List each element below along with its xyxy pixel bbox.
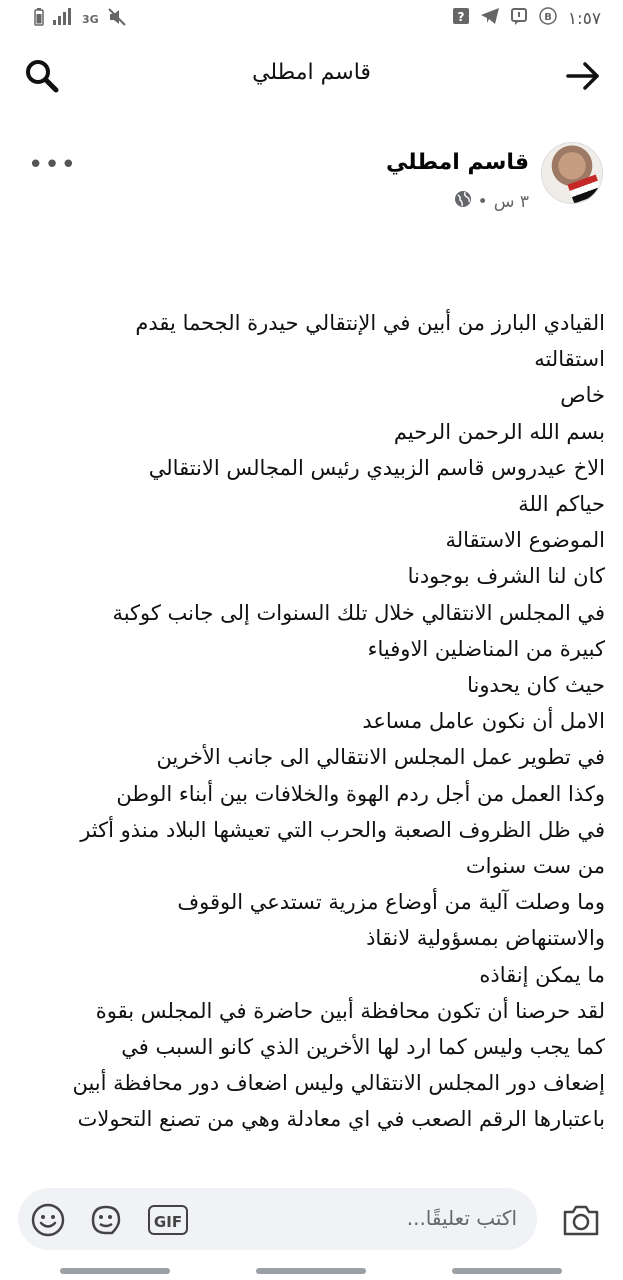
post-line: خاص — [560, 383, 605, 408]
mute-icon — [107, 8, 127, 30]
back-button[interactable] — [565, 58, 601, 94]
post-line: ما يمكن إنقاذه — [479, 962, 605, 987]
svg-text:B: B — [544, 12, 552, 23]
post-time[interactable]: ٣ س — [493, 191, 529, 212]
post-line: من ست سنوات — [465, 854, 605, 879]
notification-icon — [510, 7, 528, 30]
network-3g-icon: 3G — [82, 12, 99, 26]
comment-placeholder: اكتب تعليقًا... — [406, 1206, 517, 1230]
post-line: الامل أن نكون عامل مساعد — [362, 709, 605, 734]
post-line: كما يجب وليس كما ارد لها الأخرين الذي كانو السبب في — [121, 1035, 605, 1060]
badge-b-icon — [538, 6, 558, 31]
post-line: استقالته — [534, 347, 605, 372]
top-app-bar — [0, 38, 623, 116]
meta-separator: • — [477, 191, 488, 212]
emoji-icon — [30, 1223, 66, 1242]
nav-handle-center[interactable] — [256, 1268, 366, 1274]
flag-icon — [567, 174, 602, 203]
post-line: في ظل الظروف الصعبة والحرب التي تعيشها البلاد منذو أكثر — [80, 817, 605, 842]
avatar[interactable] — [541, 142, 603, 204]
camera-button[interactable] — [561, 1200, 601, 1240]
post-line: في تطوير عمل المجلس الانتقالي الى جانب الأخرين — [156, 745, 605, 770]
gif-button[interactable]: GIF — [148, 1205, 188, 1235]
post-author[interactable]: قاسم امطلي — [385, 150, 529, 175]
post-line: وكذا العمل من أجل ردم الهوة والخلافات بين أبناء الوطن — [116, 781, 605, 806]
svg-text:?: ? — [457, 10, 465, 24]
clock-time: ١:٥٧ — [567, 8, 601, 29]
signal-icon — [52, 8, 74, 30]
post-line: الموضوع الاستقالة — [445, 528, 605, 553]
nav-handle-right[interactable] — [452, 1268, 562, 1274]
post-line: حياكم اللة — [518, 492, 605, 517]
status-left — [34, 8, 127, 30]
sticker-icon — [88, 1223, 124, 1242]
post-line: كبيرة من المناضلين الاوفياء — [367, 636, 605, 661]
status-right — [452, 6, 601, 31]
nav-handle-left[interactable] — [60, 1268, 170, 1274]
post-line: في المجلس الانتقالي خلال تلك السنوات إلى جانب كوكبة — [112, 600, 605, 625]
post-line: الاخ عيدروس قاسم الزبيدي رئيس المجالس الانتقالي — [148, 455, 605, 480]
post-line: باعتبارها الرقم الصعب في اي معادلة وهي من تصنع التحولات — [77, 1107, 605, 1132]
comment-bar — [0, 1180, 623, 1280]
post-line: حيث كان يحدونا — [467, 673, 605, 698]
more-options-button[interactable]: ••• — [28, 150, 78, 180]
help-icon — [452, 7, 470, 30]
comment-input[interactable] — [18, 1188, 537, 1250]
page-title: قاسم امطلي — [252, 60, 371, 85]
post-line: لقد حرصنا أن تكون محافظة أبين حاضرة في المجلس بقوة — [95, 998, 605, 1023]
arrow-right-icon — [565, 79, 601, 98]
post-body — [17, 305, 605, 1138]
battery-icon — [34, 8, 44, 30]
post-header — [0, 130, 623, 230]
post-line: والاستنهاض بمسؤولية لانقاذ — [366, 926, 605, 951]
post-line: بسم الله الرحمن الرحيم — [393, 419, 605, 444]
post-line: إضعاف دور المجلس الانتقالي وليس اضعاف دور محافظة أبين — [72, 1071, 605, 1096]
emoji-button[interactable] — [30, 1202, 66, 1238]
post-line: كان لنا الشرف بوجودنا — [407, 564, 605, 589]
post-meta — [454, 190, 529, 213]
system-nav-bar — [0, 1264, 623, 1280]
telegram-icon — [480, 7, 500, 30]
status-bar — [0, 0, 623, 38]
post-line: وما وصلت آلية من أوضاع مزرية تستدعي الوقوف — [177, 890, 605, 915]
camera-icon — [561, 1225, 601, 1244]
post-line: القيادي البارز من أبين في الإنتقالي حيدرة الجحما يقدم — [135, 311, 605, 335]
globe-icon — [454, 190, 472, 213]
sticker-button[interactable] — [88, 1202, 124, 1238]
